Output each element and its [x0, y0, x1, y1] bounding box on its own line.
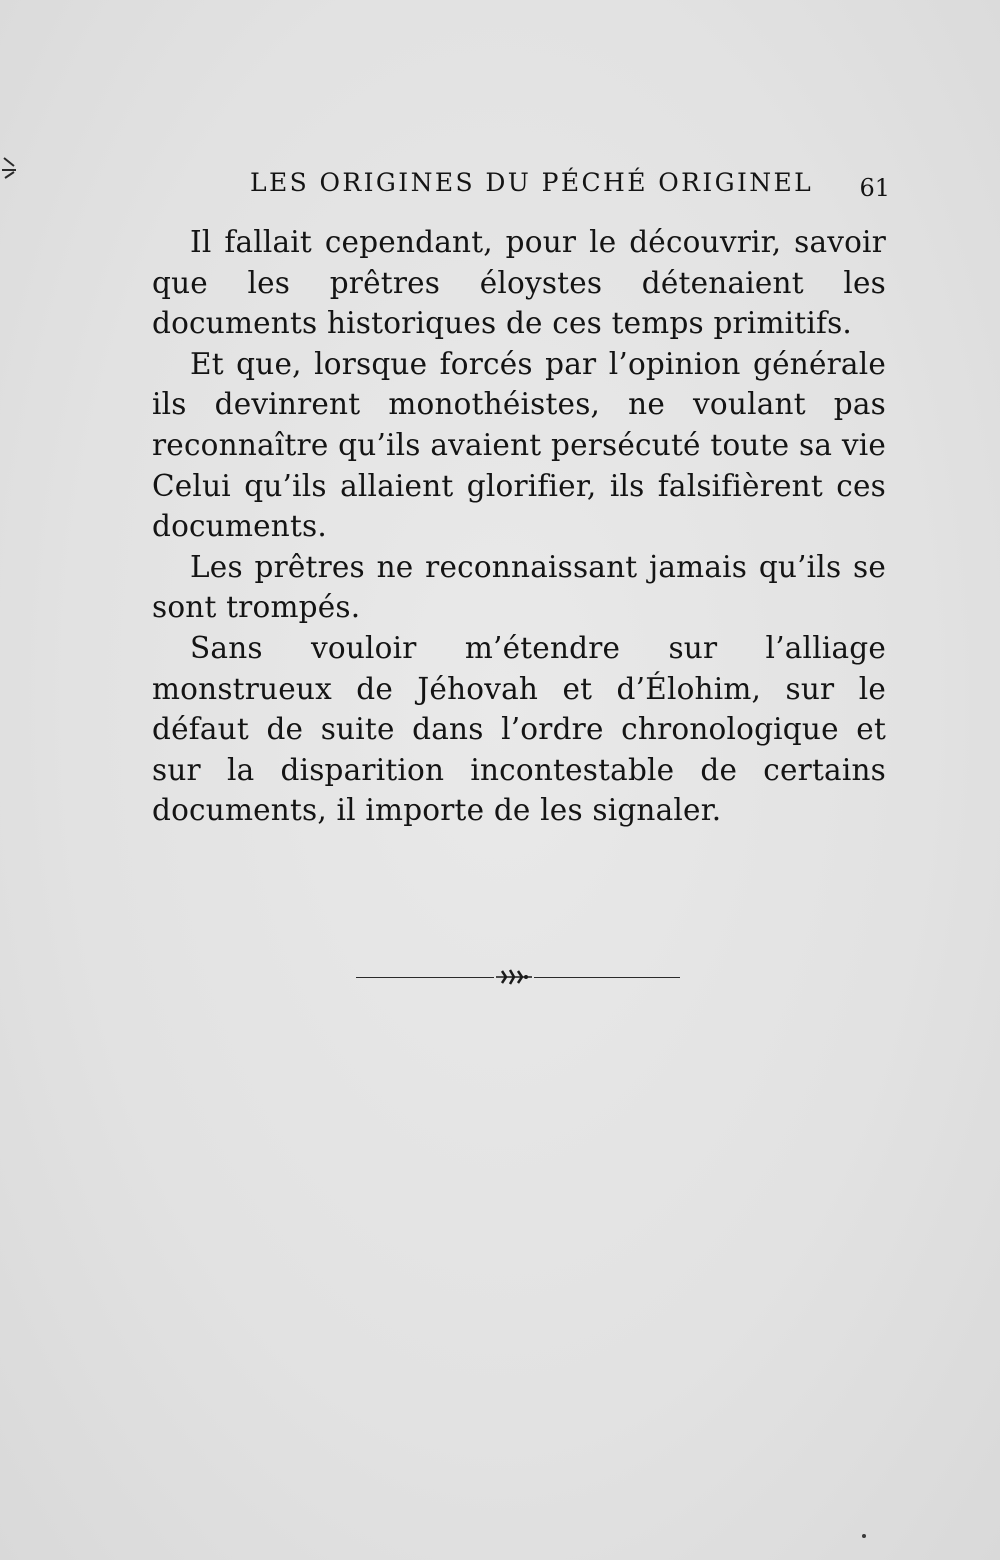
page-number: 61: [859, 174, 890, 202]
paragraph: Et que, lorsque forcés par l’opinion générale ils devinrent monothéistes, ne voulant pas reconnaître qu’ils avaient persécuté toute sa vie Celui qu’ils allaient glorifier, ils falsifièrent ces documents.: [152, 346, 886, 544]
page-header: [250, 168, 890, 208]
margin-mark-icon: [0, 152, 24, 188]
paragraph: Les prêtres ne reconnaissant jamais qu’ils se sont trompés.: [152, 549, 886, 625]
running-title: LES ORIGINES DU PÉCHÉ ORIGINEL: [250, 168, 814, 197]
body-text: [152, 222, 886, 831]
ornament-rule-left: [356, 977, 494, 978]
tailpiece-flourish-icon: [496, 968, 532, 986]
tailpiece-ornament: [356, 966, 680, 986]
paragraph: Il fallait cependant, pour le découvrir, savoir que les prêtres éloystes détenaient les documents historiques de ces temps primitifs.: [152, 225, 886, 341]
paragraph: Sans vouloir m’étendre sur l’alliage monstrueux de Jéhovah et d’Élohim, sur le défaut de suite dans l’ordre chronologique et sur la disparition incontestable de certains documents, il importe de les signaler.: [152, 630, 886, 828]
ornament-rule-right: [534, 977, 680, 978]
paper-speck: [862, 1534, 866, 1538]
